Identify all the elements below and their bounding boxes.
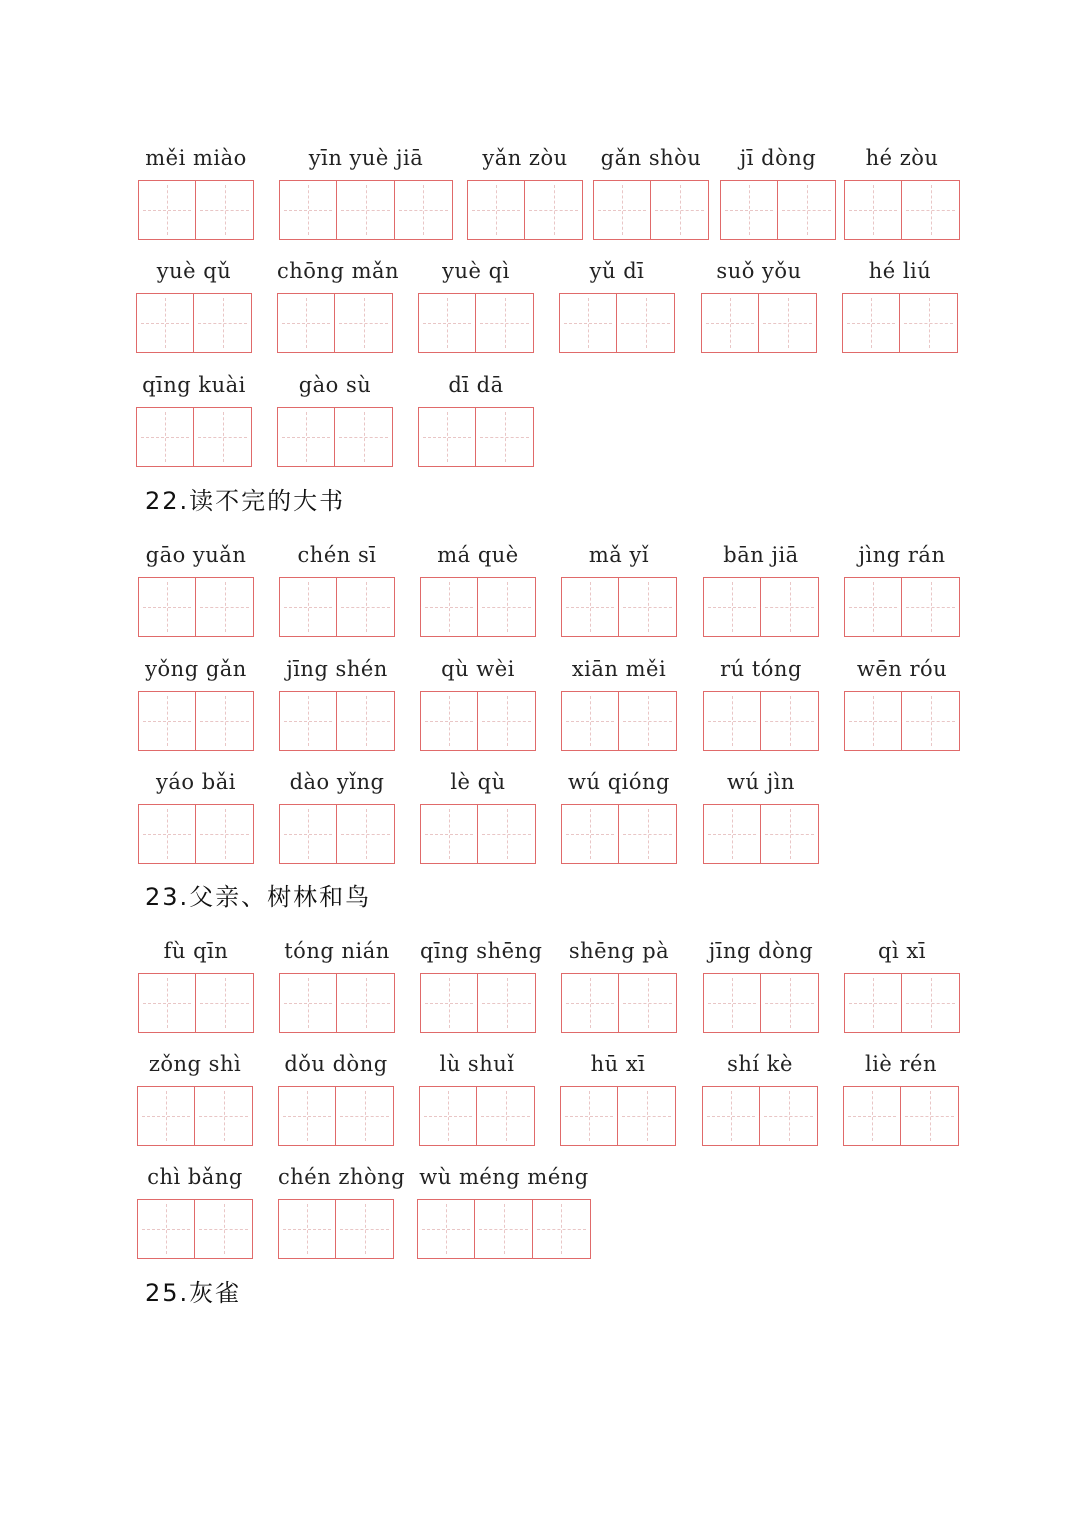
character-grid [138, 804, 254, 864]
character-grid [137, 1199, 253, 1259]
writing-cell[interactable] [475, 1200, 532, 1258]
writing-cell[interactable] [844, 1087, 901, 1145]
writing-cell[interactable] [761, 805, 818, 863]
character-grid [420, 691, 536, 751]
character-grid [279, 180, 453, 240]
vocab-item [703, 769, 819, 864]
writing-cell[interactable] [195, 1200, 252, 1258]
pinyin-label: wù méng méng [419, 1165, 589, 1189]
writing-cell[interactable] [421, 805, 478, 863]
writing-cell[interactable] [562, 578, 619, 636]
writing-cell[interactable] [194, 294, 251, 352]
writing-cell[interactable] [279, 1087, 336, 1145]
pinyin-label: suǒ yǒu [716, 259, 802, 283]
vocab-item [279, 656, 395, 751]
vocab-item [137, 1051, 253, 1146]
writing-cell[interactable] [196, 181, 253, 239]
pinyin-label: lù shuǐ [439, 1052, 515, 1076]
writing-cell[interactable] [196, 805, 253, 863]
writing-cell[interactable] [902, 692, 959, 750]
pinyin-label: gāo yuǎn [145, 543, 247, 567]
vocab-item [844, 145, 960, 240]
section-heading: 23.父亲、树林和鸟 [145, 883, 372, 911]
pinyin-label: yáo bǎi [156, 770, 236, 794]
pinyin-label: yǒng gǎn [145, 657, 247, 681]
writing-cell[interactable] [139, 692, 196, 750]
writing-cell[interactable] [594, 181, 651, 239]
vocab-item [277, 258, 400, 353]
vocab-item [844, 938, 960, 1033]
writing-cell[interactable] [651, 181, 708, 239]
vocab-item [417, 1164, 591, 1259]
writing-cell[interactable] [420, 1087, 477, 1145]
pinyin-label: mǎ yǐ [588, 543, 650, 567]
vocab-item [278, 1051, 394, 1146]
writing-cell[interactable] [477, 1087, 534, 1145]
pinyin-label: liè rén [864, 1052, 938, 1076]
pinyin-label: shēng pà [568, 939, 670, 963]
pinyin-label: chì bǎng [147, 1165, 243, 1189]
pinyin-label: jīng dòng [708, 939, 814, 963]
section-heading: 25.灰雀 [145, 1279, 242, 1307]
pinyin-label: wú qióng [568, 770, 670, 794]
character-grid [559, 293, 675, 353]
character-grid [467, 180, 583, 240]
pinyin-label: bān jiā [723, 543, 799, 567]
writing-cell[interactable] [562, 974, 619, 1032]
vocab-item [844, 656, 960, 751]
character-grid [278, 1199, 394, 1259]
character-grid [843, 1086, 959, 1146]
writing-cell[interactable] [419, 408, 476, 466]
writing-cell[interactable] [619, 578, 676, 636]
writing-cell[interactable] [562, 692, 619, 750]
pinyin-label: má què [437, 543, 519, 567]
pinyin-label: xiān měi [571, 657, 667, 681]
character-grid [701, 293, 817, 353]
writing-cell[interactable] [335, 408, 392, 466]
vocab-item [561, 938, 677, 1033]
vocab-item [277, 372, 393, 467]
pinyin-label: chén sī [297, 543, 377, 567]
writing-cell[interactable] [139, 181, 196, 239]
writing-cell[interactable] [702, 294, 759, 352]
character-grid [417, 1199, 591, 1259]
vocab-item [844, 542, 960, 637]
pinyin-label: hū xī [590, 1052, 646, 1076]
character-grid [279, 577, 395, 637]
writing-cell[interactable] [721, 181, 778, 239]
vocab-item [560, 1051, 676, 1146]
writing-cell[interactable] [778, 181, 835, 239]
pinyin-label: chōng mǎn [277, 259, 400, 283]
pinyin-label: shí kè [727, 1052, 793, 1076]
writing-cell[interactable] [337, 974, 394, 1032]
writing-cell[interactable] [337, 692, 394, 750]
writing-cell[interactable] [278, 294, 335, 352]
writing-cell[interactable] [533, 1200, 590, 1258]
writing-cell[interactable] [137, 408, 194, 466]
vocab-item [720, 145, 836, 240]
vocab-item [138, 769, 254, 864]
character-grid [702, 1086, 818, 1146]
pinyin-label: yīn yuè jiā [308, 146, 424, 170]
writing-cell[interactable] [901, 1087, 958, 1145]
writing-cell[interactable] [139, 578, 196, 636]
pinyin-label: yǔ dī [589, 259, 645, 283]
writing-cell[interactable] [760, 1087, 817, 1145]
vocab-item [138, 145, 254, 240]
writing-cell[interactable] [337, 805, 394, 863]
vocab-item [842, 258, 958, 353]
writing-cell[interactable] [761, 974, 818, 1032]
writing-cell[interactable] [280, 805, 337, 863]
writing-cell[interactable] [195, 1087, 252, 1145]
writing-cell[interactable] [902, 578, 959, 636]
vocab-item [703, 542, 819, 637]
writing-cell[interactable] [335, 294, 392, 352]
writing-cell[interactable] [845, 578, 902, 636]
character-grid [278, 1086, 394, 1146]
vocab-item [843, 1051, 959, 1146]
writing-cell[interactable] [900, 294, 957, 352]
writing-cell[interactable] [280, 578, 337, 636]
writing-cell[interactable] [704, 805, 761, 863]
vocab-item [703, 656, 819, 751]
character-grid [138, 577, 254, 637]
writing-cell[interactable] [418, 1200, 475, 1258]
character-grid [561, 691, 677, 751]
writing-cell[interactable] [561, 1087, 618, 1145]
writing-cell[interactable] [194, 408, 251, 466]
vocab-item [278, 1164, 406, 1259]
pinyin-label: dī dā [448, 373, 504, 397]
writing-cell[interactable] [280, 181, 337, 239]
writing-cell[interactable] [619, 974, 676, 1032]
writing-cell[interactable] [704, 974, 761, 1032]
writing-cell[interactable] [196, 692, 253, 750]
character-grid [136, 407, 252, 467]
writing-cell[interactable] [478, 805, 535, 863]
character-grid [561, 577, 677, 637]
writing-cell[interactable] [139, 974, 196, 1032]
writing-cell[interactable] [703, 1087, 760, 1145]
character-grid [138, 973, 254, 1033]
character-grid [703, 804, 819, 864]
writing-cell[interactable] [419, 294, 476, 352]
vocab-item [467, 145, 583, 240]
writing-cell[interactable] [761, 578, 818, 636]
character-grid [593, 180, 709, 240]
writing-cell[interactable] [618, 1087, 675, 1145]
character-grid [418, 407, 534, 467]
pinyin-label: gào sù [298, 373, 372, 397]
character-grid [561, 973, 677, 1033]
vocab-item [561, 769, 677, 864]
writing-cell[interactable] [138, 1087, 195, 1145]
pinyin-label: wēn róu [856, 657, 948, 681]
writing-cell[interactable] [562, 805, 619, 863]
pinyin-label: jī dòng [739, 146, 817, 170]
character-grid [844, 691, 960, 751]
writing-cell[interactable] [525, 181, 582, 239]
writing-cell[interactable] [395, 181, 452, 239]
writing-cell[interactable] [196, 974, 253, 1032]
character-grid [844, 577, 960, 637]
vocab-item [138, 938, 254, 1033]
pinyin-label: jīng shén [286, 657, 388, 681]
vocab-item [138, 542, 254, 637]
character-grid [844, 973, 960, 1033]
character-grid [703, 577, 819, 637]
character-grid [560, 1086, 676, 1146]
vocab-item [702, 1051, 818, 1146]
writing-cell[interactable] [845, 692, 902, 750]
writing-cell[interactable] [421, 692, 478, 750]
writing-cell[interactable] [421, 974, 478, 1032]
writing-cell[interactable] [704, 692, 761, 750]
character-grid [279, 691, 395, 751]
character-grid [138, 180, 254, 240]
writing-cell[interactable] [560, 294, 617, 352]
writing-cell[interactable] [478, 692, 535, 750]
writing-cell[interactable] [845, 181, 902, 239]
character-grid [137, 1086, 253, 1146]
writing-cell[interactable] [468, 181, 525, 239]
writing-cell[interactable] [139, 805, 196, 863]
character-grid [561, 804, 677, 864]
vocab-item [418, 258, 534, 353]
character-grid [419, 1086, 535, 1146]
writing-cell[interactable] [619, 692, 676, 750]
writing-cell[interactable] [337, 578, 394, 636]
vocab-item [279, 769, 395, 864]
writing-cell[interactable] [617, 294, 674, 352]
vocab-item [561, 656, 677, 751]
character-grid [703, 973, 819, 1033]
vocab-item [279, 145, 453, 240]
pinyin-label: hé liú [868, 259, 932, 283]
vocab-item [418, 372, 534, 467]
character-grid [418, 293, 534, 353]
writing-cell[interactable] [759, 294, 816, 352]
pinyin-label: lè qù [450, 770, 506, 794]
vocab-item [593, 145, 709, 240]
character-grid [420, 804, 536, 864]
writing-cell[interactable] [421, 578, 478, 636]
pinyin-label: wú jìn [727, 770, 795, 794]
writing-cell[interactable] [476, 294, 533, 352]
character-grid [703, 691, 819, 751]
writing-cell[interactable] [278, 408, 335, 466]
vocab-item [137, 1164, 253, 1259]
writing-cell[interactable] [704, 578, 761, 636]
writing-cell[interactable] [761, 692, 818, 750]
writing-cell[interactable] [279, 1200, 336, 1258]
vocab-item [138, 656, 254, 751]
character-grid [420, 577, 536, 637]
writing-cell[interactable] [337, 181, 394, 239]
character-grid [279, 804, 395, 864]
writing-cell[interactable] [619, 805, 676, 863]
writing-cell[interactable] [280, 974, 337, 1032]
pinyin-label: tóng nián [284, 939, 390, 963]
pinyin-label: yǎn zòu [482, 146, 568, 170]
vocab-item [279, 938, 395, 1033]
character-grid [420, 973, 536, 1033]
writing-cell[interactable] [902, 974, 959, 1032]
vocab-item [136, 258, 252, 353]
character-grid [136, 293, 252, 353]
character-grid [277, 293, 393, 353]
pinyin-label: hé zòu [865, 146, 939, 170]
pinyin-label: gǎn shòu [600, 146, 702, 170]
writing-cell[interactable] [476, 408, 533, 466]
vocab-item [419, 1051, 535, 1146]
writing-cell[interactable] [138, 1200, 195, 1258]
character-grid [844, 180, 960, 240]
vocab-item [561, 542, 677, 637]
vocab-item [701, 258, 817, 353]
writing-cell[interactable] [843, 294, 900, 352]
vocab-item [420, 938, 543, 1033]
pinyin-label: qù wèi [441, 657, 515, 681]
pinyin-label: dǒu dòng [284, 1052, 388, 1076]
character-grid [138, 691, 254, 751]
pinyin-label: měi miào [145, 146, 247, 170]
character-grid [720, 180, 836, 240]
pinyin-label: qì xī [878, 939, 926, 963]
writing-cell[interactable] [196, 578, 253, 636]
writing-cell[interactable] [336, 1200, 393, 1258]
writing-cell[interactable] [336, 1087, 393, 1145]
pinyin-label: yuè qì [442, 259, 510, 283]
vocab-item [703, 938, 819, 1033]
vocab-item [420, 542, 536, 637]
vocab-item [559, 258, 675, 353]
writing-cell[interactable] [478, 974, 535, 1032]
pinyin-label: qīng shēng [420, 939, 543, 963]
pinyin-label: fù qīn [163, 939, 229, 963]
writing-cell[interactable] [478, 578, 535, 636]
writing-cell[interactable] [902, 181, 959, 239]
pinyin-label: chén zhòng [278, 1165, 406, 1189]
writing-cell[interactable] [280, 692, 337, 750]
character-grid [842, 293, 958, 353]
character-grid [277, 407, 393, 467]
vocab-item [136, 372, 252, 467]
writing-cell[interactable] [845, 974, 902, 1032]
pinyin-label: yuè qǔ [156, 259, 232, 283]
pinyin-label: jìng rán [858, 543, 946, 567]
section-heading: 22.读不完的大书 [145, 487, 346, 515]
pinyin-label: qīng kuài [142, 373, 246, 397]
pinyin-label: rú tóng [720, 657, 802, 681]
pinyin-label: dào yǐng [289, 770, 385, 794]
vocab-item [420, 769, 536, 864]
pinyin-label: zǒng shì [148, 1052, 242, 1076]
vocab-item [420, 656, 536, 751]
vocab-item [279, 542, 395, 637]
writing-cell[interactable] [137, 294, 194, 352]
character-grid [279, 973, 395, 1033]
